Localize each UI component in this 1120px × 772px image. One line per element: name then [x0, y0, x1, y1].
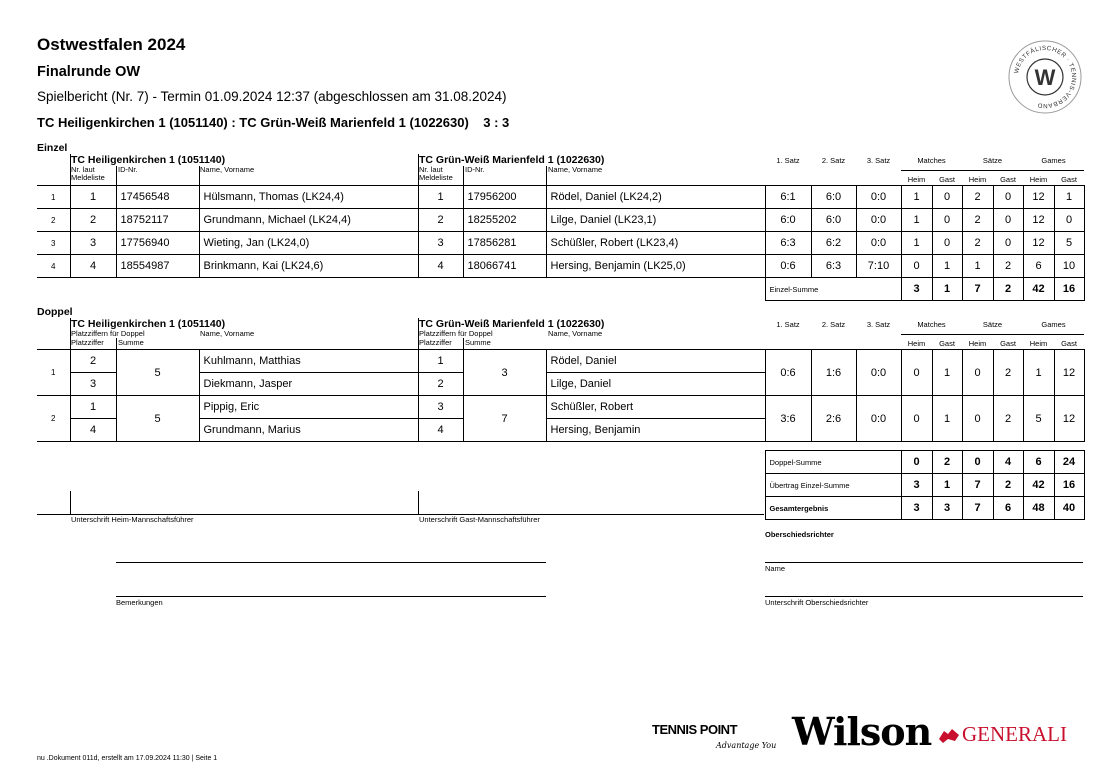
score-gh: 12	[1023, 209, 1054, 232]
score-gg: 12	[1054, 396, 1084, 442]
home-id: 17456548	[116, 186, 199, 209]
guest-nr: 3	[418, 232, 463, 255]
tennispoint-tagline: Advantage You	[716, 741, 777, 750]
einzel-home-id-label: ID-Nr.	[118, 165, 138, 174]
score-sh: 0	[962, 396, 993, 442]
games-header: Games	[1041, 320, 1066, 329]
spacer	[37, 278, 765, 301]
guest-player2: Hersing, Benjamin	[546, 419, 765, 442]
satz2-header: 2. Satz	[821, 320, 846, 329]
guest-id: 18255202	[463, 209, 546, 232]
score-mh: 1	[901, 186, 932, 209]
satz3-header: 3. Satz	[866, 156, 891, 165]
satz3: 0:0	[856, 350, 901, 396]
score-sh: 2	[962, 209, 993, 232]
einzel-heading: Einzel	[37, 142, 68, 154]
satz1-header: 1. Satz	[776, 156, 800, 165]
uebertrag-gh: 42	[1023, 474, 1054, 497]
einzel-table	[37, 185, 1085, 301]
score-sg: 0	[993, 232, 1023, 255]
score-gh: 6	[1023, 255, 1054, 278]
einzel-home-name-label: Name, Vorname	[200, 165, 255, 174]
home-summe: 5	[116, 350, 199, 396]
guest-summe: 7	[463, 396, 546, 442]
gesamt-row	[37, 497, 1084, 520]
score-mg: 0	[932, 209, 962, 232]
guest-player: Schüßler, Robert (LK23,4)	[546, 232, 765, 255]
home-platz1: 2	[70, 350, 116, 373]
guest-player1: Rödel, Daniel	[546, 350, 765, 373]
svg-text:WESTFÄLISCHER · TENNIS-VERBAND: WESTFÄLISCHER · TENNIS-VERBAND	[1013, 44, 1078, 110]
satz3: 0:0	[856, 186, 901, 209]
gast-label: Gast	[1000, 175, 1016, 184]
guest-summe: 3	[463, 350, 546, 396]
matches-header: Matches	[917, 156, 946, 165]
spacer-row	[37, 442, 1084, 451]
einzel-home-team: TC Heiligenkirchen 1 (1051140)	[71, 154, 226, 166]
gast-label: Gast	[939, 339, 955, 348]
score-gg: 12	[1054, 350, 1084, 396]
score-mg: 0	[932, 186, 962, 209]
home-nr: 2	[70, 209, 116, 232]
score-sg: 2	[993, 350, 1023, 396]
einzel-guest-name-label: Name, Vorname	[548, 165, 603, 174]
home-player1: Kuhlmann, Matthias	[199, 350, 418, 373]
gast-label: Gast	[1061, 175, 1077, 184]
doppel-summe-label: Doppel-Summe	[765, 451, 901, 474]
uebertrag-mg: 1	[932, 474, 962, 497]
sum-sg: 2	[993, 278, 1023, 301]
satz1: 6:1	[765, 186, 811, 209]
doppel-home-platzziffer-label: Platzziffer	[71, 338, 104, 347]
sum-gh: 42	[1023, 278, 1054, 301]
einzel-home-nr-label: Nr. laut Meldeliste	[71, 165, 105, 182]
wtv-logo	[1008, 40, 1082, 114]
heim-label: Heim	[907, 339, 926, 348]
home-nr: 4	[70, 255, 116, 278]
uebertrag-row	[37, 474, 1084, 497]
doppel-summe-mg: 2	[932, 451, 962, 474]
satz1-header: 1. Satz	[776, 320, 800, 329]
oberschiedsrichter-label: Oberschiedsrichter	[765, 530, 834, 539]
row-index: 2	[37, 209, 70, 232]
score-gh: 5	[1023, 396, 1054, 442]
score-mg: 1	[932, 350, 962, 396]
einzel-guest-id-label: ID-Nr.	[465, 165, 485, 174]
satz3: 0:0	[856, 232, 901, 255]
doppel-guest-platz-label: Platzziffern für Doppel	[419, 329, 493, 338]
gesamt-label: Gesamtergebnis	[765, 497, 901, 520]
home-player2: Grundmann, Marius	[199, 419, 418, 442]
score-sg: 2	[993, 255, 1023, 278]
sig-guest-label: Unterschrift Gast-Mannschaftsführer	[419, 515, 540, 524]
table-row	[37, 255, 1084, 278]
score-sh: 2	[962, 186, 993, 209]
report-info: Spielbericht (Nr. 7) - Termin 01.09.2024 12:37 (abgeschlossen am 31.08.2024)	[37, 89, 507, 104]
satz1: 6:0	[765, 209, 811, 232]
score-sh: 1	[962, 255, 993, 278]
score-gg: 10	[1054, 255, 1084, 278]
guest-platz1: 1	[418, 350, 463, 373]
row-index: 4	[37, 255, 70, 278]
score-mh: 0	[901, 255, 932, 278]
home-player: Wieting, Jan (LK24,0)	[199, 232, 418, 255]
einzel-summe-label: Einzel-Summe	[765, 278, 901, 301]
page-subtitle: Finalrunde OW	[37, 64, 141, 80]
row-index: 2	[37, 396, 70, 442]
name-label: Name	[765, 564, 786, 573]
generali-logo: GENERALI	[962, 722, 1067, 746]
doppel-summe-gh: 6	[1023, 451, 1054, 474]
spacer	[37, 451, 765, 474]
score-gh: 1	[1023, 350, 1054, 396]
uebertrag-sg: 2	[993, 474, 1023, 497]
score-mh: 1	[901, 232, 932, 255]
row-index: 3	[37, 232, 70, 255]
gesamt-sg: 6	[993, 497, 1023, 520]
home-player: Hülsmann, Thomas (LK24,4)	[199, 186, 418, 209]
satz2-header: 2. Satz	[821, 156, 846, 165]
table-row	[37, 350, 1084, 373]
svg-text:W: W	[1034, 65, 1056, 90]
guest-platz1: 3	[418, 396, 463, 419]
einzel-summe-row	[37, 278, 1084, 301]
doppel-guest-platzziffer-label: Platzziffer	[419, 338, 452, 347]
score-sg: 2	[993, 396, 1023, 442]
score-gg: 1	[1054, 186, 1084, 209]
satz2: 6:2	[811, 232, 856, 255]
table-row	[37, 209, 1084, 232]
guest-platz2: 4	[418, 419, 463, 442]
heim-label: Heim	[968, 339, 987, 348]
home-platz2: 3	[70, 373, 116, 396]
doppel-guest-name-label: Name, Vorname	[548, 329, 603, 338]
guest-player1: Schüßler, Robert	[546, 396, 765, 419]
satz2: 1:6	[811, 350, 856, 396]
doppel-summe-gg: 24	[1054, 451, 1084, 474]
score-sg: 0	[993, 209, 1023, 232]
score-gg: 5	[1054, 232, 1084, 255]
doppel-home-platz-label: Platzziffern für Doppel	[71, 329, 145, 338]
home-id: 17756940	[116, 232, 199, 255]
guest-player2: Lilge, Daniel	[546, 373, 765, 396]
score-sh: 0	[962, 350, 993, 396]
guest-nr: 1	[418, 186, 463, 209]
bemerkungen-label: Bemerkungen	[116, 598, 163, 607]
wilson-logo: Wilson	[792, 709, 932, 754]
table-row	[37, 186, 1084, 209]
heim-label: Heim	[1029, 175, 1048, 184]
satz2: 6:0	[811, 209, 856, 232]
uebertrag-mh: 3	[901, 474, 932, 497]
score-gh: 12	[1023, 186, 1054, 209]
satz1: 0:6	[765, 255, 811, 278]
score-mg: 0	[932, 232, 962, 255]
score-mh: 1	[901, 209, 932, 232]
uebertrag-sh: 7	[962, 474, 993, 497]
home-platz1: 1	[70, 396, 116, 419]
einzel-guest-nr-label: Nr. laut Meldeliste	[419, 165, 453, 182]
heim-label: Heim	[968, 175, 987, 184]
tennispoint-logo: TENNIS POINT	[652, 722, 738, 737]
matches-header: Matches	[917, 320, 946, 329]
heim-label: Heim	[1029, 339, 1048, 348]
spacer	[37, 442, 1084, 451]
uebertrag-gg: 16	[1054, 474, 1084, 497]
satz2: 6:0	[811, 186, 856, 209]
doppel-summe-sg: 4	[993, 451, 1023, 474]
guest-player: Lilge, Daniel (LK23,1)	[546, 209, 765, 232]
satz2: 2:6	[811, 396, 856, 442]
sum-sh: 7	[962, 278, 993, 301]
gesamt-gg: 40	[1054, 497, 1084, 520]
guest-id: 17856281	[463, 232, 546, 255]
home-player1: Pippig, Eric	[199, 396, 418, 419]
score-gh: 12	[1023, 232, 1054, 255]
satz3: 0:0	[856, 209, 901, 232]
guest-nr: 4	[418, 255, 463, 278]
gesamt-gh: 48	[1023, 497, 1054, 520]
satz1: 6:3	[765, 232, 811, 255]
match-heading: TC Heiligenkirchen 1 (1051140) : TC Grün-Weiß Marienfeld 1 (1022630) 3 : 3	[37, 115, 510, 130]
satz1: 3:6	[765, 396, 811, 442]
satz3: 0:0	[856, 396, 901, 442]
guest-platz2: 2	[418, 373, 463, 396]
score-sg: 0	[993, 186, 1023, 209]
doppel-home-name-label: Name, Vorname	[200, 329, 255, 338]
guest-player: Hersing, Benjamin (LK25,0)	[546, 255, 765, 278]
footer-text: nu .Dokument 011d, erstellt am 17.09.2024 11:30 | Seite 1	[37, 755, 218, 762]
table-row	[37, 232, 1084, 255]
sig-home-label: Unterschrift Heim-Mannschaftsführer	[71, 515, 194, 524]
gast-label: Gast	[1061, 339, 1077, 348]
heim-label: Heim	[907, 175, 926, 184]
home-player: Grundmann, Michael (LK24,4)	[199, 209, 418, 232]
gast-label: Gast	[1000, 339, 1016, 348]
satz3-header: 3. Satz	[866, 320, 891, 329]
gesamt-mg: 3	[932, 497, 962, 520]
score-gg: 0	[1054, 209, 1084, 232]
gast-label: Gast	[939, 175, 955, 184]
uebertrag-label: Übertrag Einzel-Summe	[765, 474, 901, 497]
doppel-summe-sh: 0	[962, 451, 993, 474]
doppel-guest-summe-label: Summe	[465, 338, 491, 347]
table-row	[37, 396, 1084, 419]
home-player2: Diekmann, Jasper	[199, 373, 418, 396]
doppel-table	[37, 349, 1085, 520]
page-title: Ostwestfalen 2024	[37, 35, 186, 54]
guest-id: 17956200	[463, 186, 546, 209]
doppel-home-team: TC Heiligenkirchen 1 (1051140)	[71, 318, 226, 330]
einzel-guest-team: TC Grün-Weiß Marienfeld 1 (1022630)	[419, 154, 605, 166]
home-nr: 3	[70, 232, 116, 255]
home-player: Brinkmann, Kai (LK24,6)	[199, 255, 418, 278]
sum-mg: 1	[932, 278, 962, 301]
guest-id: 18066741	[463, 255, 546, 278]
generali-lion-icon	[938, 725, 960, 745]
doppel-guest-team: TC Grün-Weiß Marienfeld 1 (1022630)	[419, 318, 605, 330]
score-mh: 0	[901, 350, 932, 396]
doppel-home-summe-label: Summe	[118, 338, 144, 347]
row-index: 1	[37, 186, 70, 209]
home-id: 18554987	[116, 255, 199, 278]
saetze-header: Sätze	[982, 156, 1003, 165]
gesamt-sh: 7	[962, 497, 993, 520]
sum-mh: 3	[901, 278, 932, 301]
home-nr: 1	[70, 186, 116, 209]
home-platz2: 4	[70, 419, 116, 442]
satz1: 0:6	[765, 350, 811, 396]
home-id: 18752117	[116, 209, 199, 232]
score-mg: 1	[932, 396, 962, 442]
score-mh: 0	[901, 396, 932, 442]
doppel-heading: Doppel	[37, 306, 73, 318]
spacer	[37, 474, 765, 497]
guest-player: Rödel, Daniel (LK24,2)	[546, 186, 765, 209]
sig-ober-label: Unterschrift Oberschiedsrichter	[765, 598, 869, 607]
sum-gg: 16	[1054, 278, 1084, 301]
guest-nr: 2	[418, 209, 463, 232]
saetze-header: Sätze	[982, 320, 1003, 329]
satz3: 7:10	[856, 255, 901, 278]
score-sh: 2	[962, 232, 993, 255]
doppel-summe-mh: 0	[901, 451, 932, 474]
satz2: 6:3	[811, 255, 856, 278]
games-header: Games	[1041, 156, 1066, 165]
score-mg: 1	[932, 255, 962, 278]
row-index: 1	[37, 350, 70, 396]
doppel-summe-row	[37, 451, 1084, 474]
home-summe: 5	[116, 396, 199, 442]
gesamt-mh: 3	[901, 497, 932, 520]
